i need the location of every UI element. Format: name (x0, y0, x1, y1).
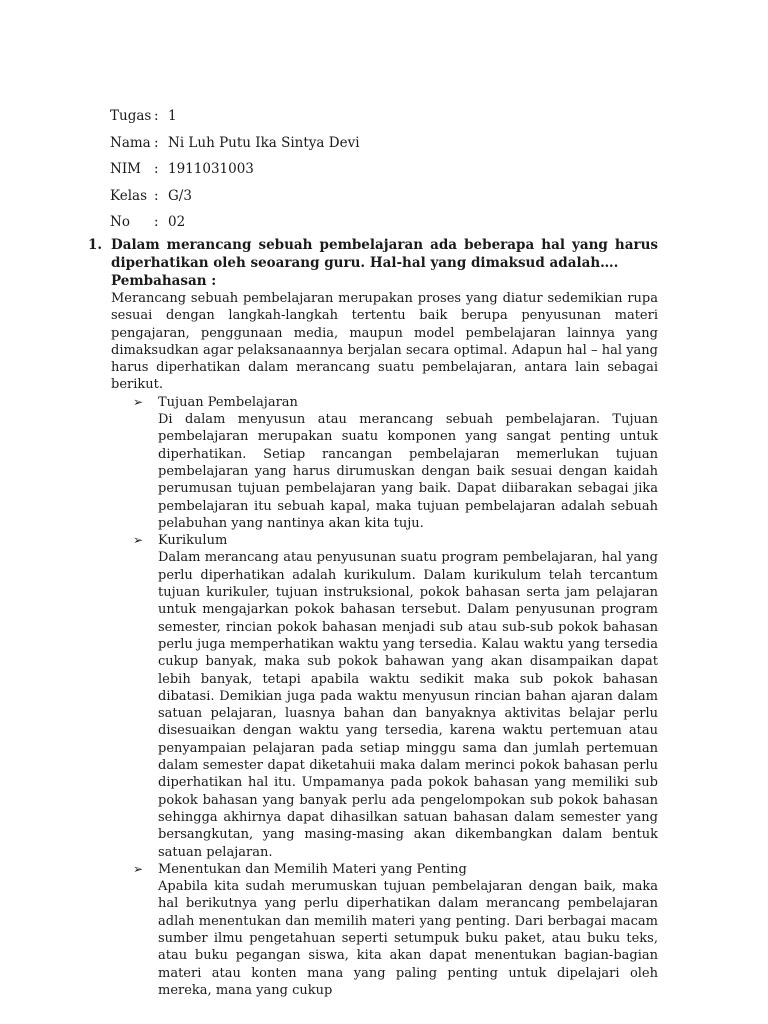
info-key: Nama (110, 134, 151, 151)
point-title: Menentukan dan Memilih Materi yang Penting (158, 861, 467, 877)
info-separator: : (154, 214, 159, 231)
info-key: No (110, 214, 130, 231)
question-number: 1. (88, 237, 103, 253)
point-materi-penting (134, 861, 658, 999)
info-value: Ni Luh Putu Ika Sintya Devi (168, 134, 360, 151)
info-value: G/3 (168, 187, 192, 204)
info-row-no (110, 209, 360, 236)
info-row-nim (110, 156, 360, 183)
point-body: Dalam merancang atau penyusunan suatu program pembelajaran, hal yang perlu diperhatikan adalah kurikulum. Dalam kurikulum telah tercantum tujuan kurikuler, tujuan instruksional, pokok bahasan serta jam pelajaran untuk mengajarkan pokok bahasan tersebut. Dalam penyusunan program semester, rincian pokok bahasan menjadi sub atau sub-sub pokok bahasan perlu juga memperhatikan waktu yang tersedia. Kalau waktu yang tersedia cukup banyak, maka sub pokok bahawan yang akan disampaikan dapat lebih banyak, tetapi apabila waktu sedikit maka sub pokok bahasan dibatasi. Demikian juga pada waktu menyusun rincian bahan ajaran dalam satuan pelajaran, luasnya bahan dan banyaknya aktivitas belajar perlu disesuaikan dengan waktu yang tersedia, karena waktu pertemuan atau penyampaian pelajaran pada setiap minggu sama dan jumlah pertemuan dalam semester dapat diketahuii maka dalam merinci pokok bahasan perlu diperhatikan hal itu. Umpamanya pada pokok bahasan yang memiliki sub pokok bahasan yang banyak perlu ada pengelompokan sub pokok bahasan sehingga akhirnya dapat dihasilkan satuan bahasan dalam semester yang bersangkutan, yang masing-masing akan dikembangkan dalam bentuk satuan pelajaran. (158, 550, 658, 860)
info-separator: : (154, 161, 159, 178)
arrow-bullet-icon: ➢ (133, 394, 144, 409)
info-separator: : (154, 108, 159, 125)
info-row-nama (110, 130, 360, 157)
arrow-bullet-icon: ➢ (133, 533, 144, 548)
info-row-kelas (110, 183, 360, 210)
info-key: NIM (110, 161, 141, 178)
info-separator: : (154, 134, 159, 151)
info-separator: : (154, 187, 159, 204)
info-key: Tugas (110, 108, 152, 125)
question-1 (88, 236, 658, 999)
point-body: Di dalam menyusun atau merancang sebuah pembelajaran. Tujuan pembelajaran merupakan suatu komponen yang sangat penting untuk diperhatikan. Setiap rancangan pembelajaran memerlukan tujuan pembelajaran yang harus dirumuskan dengan baik sesuai dengan kaidah perumusan tujuan pembelajaran yang baik. Dapat diibarakan sebagai jika pembelajaran itu sebuah kapal, maka tujuan pembelajaran adalah sebuah pelabuhan yang nantinya akan kita tuju. (158, 412, 658, 531)
answer-intro: Merancang sebuah pembelajaran merupakan proses yang diatur sedemikian rupa sesuai dengan langkah-langkah tertentu baik berupa penyusunan materi pengajaran, penggunaan media, maupun model pembelajaran lainnya yang dimaksudkan agar pelaksanaannya berjalan secara optimal. Adapun hal – hal yang harus diperhatikan dalam merancang suatu pembelajaran, antara lain sebagai berikut. (111, 291, 658, 393)
info-value: 1911031003 (168, 161, 254, 178)
point-body: Apabila kita sudah merumuskan tujuan pembelajaran dengan baik, maka hal berikutnya yang perlu diperhatikan dalam merancang pembelajaran adlah menentukan dan memilih materi yang penting. Dari berbagai macam sumber ilmu pengetahuan seperti setumpuk buku paket, atau buku teks, atau buku pegangan siswa, kita akan dapat menentukan bagian-bagian materi atau konten mana yang paling penting untuk dipelajari oleh mereka, mana yang cukup (158, 879, 658, 998)
info-row-tugas (110, 103, 360, 130)
info-value: 02 (168, 214, 186, 231)
question-text: Dalam merancang sebuah pembelajaran ada beberapa hal yang harus diperhatikan oleh seoarang guru. Hal-hal yang dimaksud adalah…. (111, 237, 658, 271)
point-tujuan-pembelajaran (134, 394, 658, 532)
point-title: Kurikulum (158, 533, 228, 549)
student-info (110, 103, 360, 236)
point-kurikulum (134, 532, 658, 861)
answer-heading: Pembahasan : (111, 273, 217, 289)
info-value: 1 (168, 108, 177, 125)
point-title: Tujuan Pembelajaran (158, 394, 298, 410)
info-key: Kelas (110, 187, 148, 204)
arrow-bullet-icon: ➢ (133, 861, 144, 876)
